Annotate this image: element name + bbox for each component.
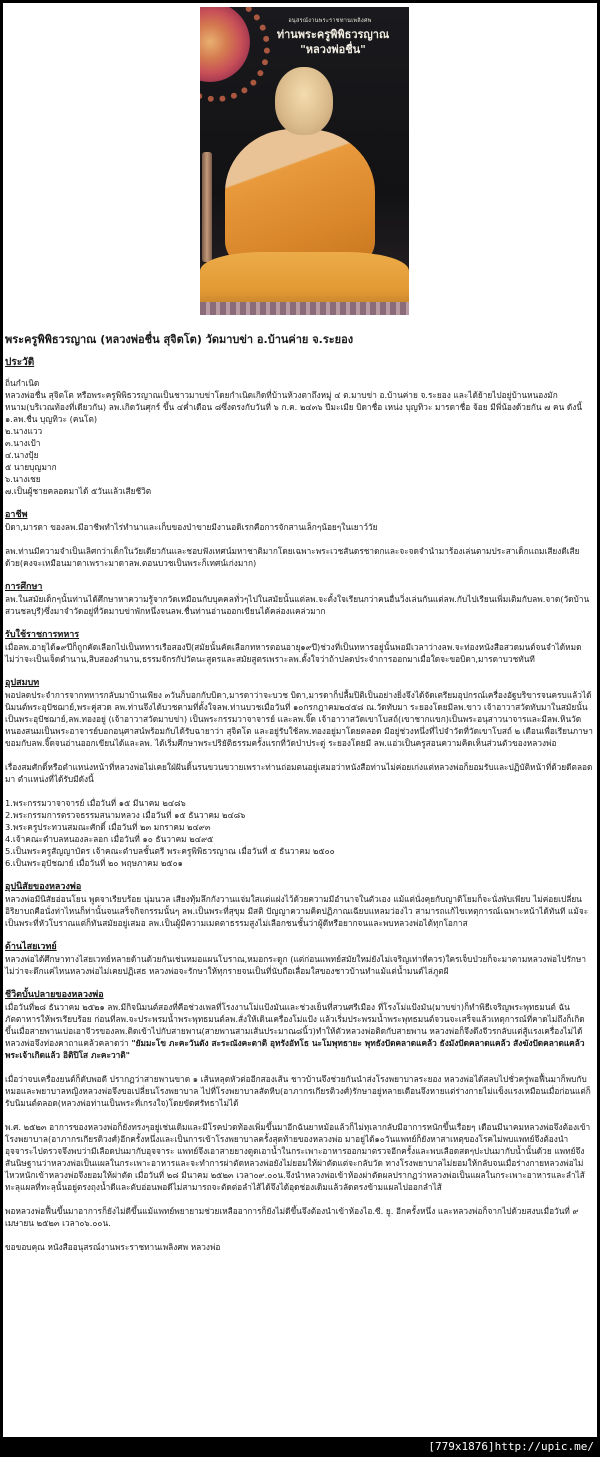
sibling-item: ๕ นายบุญมาก xyxy=(5,462,57,472)
final-years-paragraph: เมื่อว่าจบเครื่องยนต์ก็ดับพอดี ปรากฏว่าสายพานขาด ๑ เส้นหลุดหัวต่ออีกสองเส้น ชาวบ้านจึงช่วยกันนำส่งโรงพยาบาลระยอง หลวงพ่อได้สลบไปชั่วครู่พอฟื้นมาก็พบกับหมอและพยาบาลหญิงหลวงพ่อจึงขอเปลี่ยนโรงพยาบาล ไปที่โรงพยาบาลสัตหีบ(อาภากรเกียรติวงศ์)รักษาอยู่หลายเดือนจึงหายแต่ร่างกายไม่แข็งแรงเหมือนเมื่อก่อนแต่ก็รับนิมนต์ตลอด(หลวงพ่อท่านเป็นพระที่เกรงใจ)โดยขัดศรัทธาไม่ได้ xyxy=(5,1074,591,1108)
position-item: 2.พระกรรมการตรวจธรรมสนามหลวง เมื่อวันที่ ๑๕ ธันวาคม ๒๔๘๖ xyxy=(5,810,246,820)
sibling-item: ๗.เป็นผู้ชายคลอดมาได้ ๕วันแล้วเสียชีวิต xyxy=(5,486,152,496)
monk-portrait-photo xyxy=(200,7,409,315)
military-paragraph: เมื่อลพ.อายุได้๑๙ปีก็ถูกคัดเลือกไปเป็นทหารเรือสองปี(สมัยนั้นคัดเลือกทหารตอนอายุ๑๙ปี)ช่วงที่เป็นทหารอยู่นั้นพอมีเวลาว่างลพ.จะท่องหนังสือสวดมนต์จนจำได้หมด ไม่ว่าจะเป็นเจ็ดตำนาน,สิบสองตำนาน,ธรรมจักรกัปวัตนะสูตรและสมัยสูตรเพราะลพ.ตั้งใจว่าถ้าปลดประจำการออกมาเมื่อใดจะขอบิดา,มารดาบวชทันที xyxy=(5,642,582,664)
medicine-paragraph: หลวงพ่อได้ศึกษาทางไสยเวทย์หลายด้านด้วยกันเช่นหมอแผนโบราณ,หมอกระดูก (แต่ก่อนแพทย์สมัยใหม่ยังไม่เจริญเท่าที่ควร)ใครเจ็บป่วยก็จะมาตามหลวงพ่อไปรักษาไม่ว่าจะดึกแค่ไหนหลวงพ่อไม่เคยปฏิเสธ หลวงพ่อจะรักษาให้ทุกรายจนเป็นที่นับถือเลื่อมใสของชาวบ้านทำแม้แต่น้ำมนต์ไล่ภูตผี xyxy=(5,954,587,976)
sibling-item: ๓.นางเป้า xyxy=(5,438,41,448)
final-years-paragraph: พอหลวงพ่อฟื้นขึ้นมาอาการก็ยังไม่ดีขึ้นแม้แพทย์พยายามช่วยเหลืออาการก็ยังไม่ดีขึ้นจึงต้องนำเข้าห้องไอ.ซี. ยู. อีกครั้งหนึ่ง และหลวงพ่อก็จากไปด้วยสงบเมื่อวันที่ ๙ เมษายน ๒๕๒๓ เวลา๐๖.๐๐น. xyxy=(5,1206,579,1228)
position-item: 1.พระกรรมวาจาจารย์ เมื่อวันที่ ๑๕ มีนาคม ๒๔๘๖ xyxy=(5,798,186,808)
monk-robe xyxy=(225,129,375,269)
section-heading-medicine: ด้านไสยเวทย์ xyxy=(5,942,57,952)
occupation-paragraph: ลพ.ท่านมีความจำเป็นเลิศกว่าเด็กในวัยเดียวกันและชอบฟังเทศน์มหาชาติมากโดยเฉพาะพระเวชสันดรชาดกและจะจดจำนำมาร้องเล่นตามประสาเด็กแถมเสียงดีเสียด้วย(คงจะเหมือนมาดาเพราะมาดาลพ.ตอนบวชเป็นพระก็เทศน์เก่งมาก) xyxy=(5,546,580,568)
sibling-item: ๖.นางเชย xyxy=(5,474,41,484)
sitting-mat xyxy=(200,302,409,315)
position-item: 6.เป็นพระอุปัชฌาย์ เมื่อวันที่ ๒๐ พฤษภาคม ๒๕๐๑ xyxy=(5,858,183,868)
sibling-item: ๑.ลพ.ชื่น บุญทิวะ (คนโต) xyxy=(5,414,98,424)
section-heading-final-years: ชีวิตบั้นปลายของหลวงพ่อ xyxy=(5,990,104,1000)
final-years-text: เมื่อวันที่๒๘ ธันวาคม ๒๕๒๑ ลพ.มีกิจนิมนต์สองที่คือช่วงเพลที่โรงงานโม่แป้งมันและช่วงเย็นที่สวนศรีเมือง ที่โรงโม่แป้งมัน(มาบข่า)ก็ทำพิธีเจริญพระพุทธมนต์ ฉันภัตตาหารให้พรเรียบร้อย ก่อนที่ลพ.จะประพรมน้ำพระพุทธมนต์ลพ.สั่งให้เดินเครื่องโม่แป้ง แล้วเริ่มประพรมน้ำพระพุทธมนต์จวนจะเสร็จแล้วเหตุการณ์ที่คาดไม่ถึงก็เกิดขึ้นเมื่อสายพานเบ่อเอาจีวรของลพ.ติดเข้าไปกับสายพาน(สายพานสามเส้นประมาณ๘นิ้ว)ทำให้ตัวหลวงพ่อติดกับสายพาน หลวงพ่อก็จึงดึงจีวรกลับแต่สู้แรงเครื่องไม่ได้หลวงพ่อจึงท่องคาถาแคล้วคลาดว่า xyxy=(5,1002,585,1048)
ordination-paragraph: พอปลดประจำการจากทหารกลับมาบ้านเพียง ๓วันก็บอกกับบิดา,มารดาว่าจะบวช บิดา,มารดาก็ปลื้มปิติเป็นอย่างยิ่งจึงได้จัดเตรียมอุปกรณ์เครื่องอัฐบริขารจนครบแล้วได้นิมนต์พระอุปัชฌาย์,พระคู่สวด ลพ.ท่านจึงได้บวชตามที่ตั้งใจลพ.ท่านบวชเมื่อวันที่ ๑๐กรกฎาคม๒๔๕๘ ณ.วัดทับมา ระยองโดยมีลพ.ขาว เจ้าอาวาสวัดทับมาในสมัยนั้นเป็นพระอุปัชฌาย์,ลพ.ทองอยู่ (เจ้าอาวาสวัดมาบข่า) เป็นพระกรรมวาจาจารย์ และลพ.จิ๊ด เจ้าอาวาสวัดเขาโบสถ์(เขาชากแขก)เป็นพระอนุสาวนาจารและมีลพ.หินวัดหนองสนมเป็นพระอาจารย์บอกอนุศาสน์พร้อมกับได้รับฉายาว่า สุจิตโต และอยู่รับใช้ลพ.ทองอยู่มาโดยตลอด มีอยู่ช่วงหนึ่งที่ไปจำวัดที่วัดเขาโบสถ์ ๒ เดือนเพื่อเรียนภาษาขอมกับลพ.จิ๊ดจนอ่านออกเขียนได้และลพ. ได้เริ่มศึกษาพระปริยัติธรรมครั้งแรกที่วัดป่าประดู่ ระยองโดยมี ลพ.แอ่วเป็นครูสอนความคิดเห็นส่วนตัวของหลวงพ่อ xyxy=(5,690,593,748)
section-heading-biography: ประวัติ xyxy=(5,357,35,368)
section-heading-character: อุปนิสัยของหลวงพ่อ xyxy=(5,882,82,892)
acknowledgement: ขอขอบคุณ หนังสืออนุสรณ์งานพระราชทานเพลิงศพ หลวงพ่อ xyxy=(5,1242,221,1252)
final-years-paragraph xyxy=(5,1001,593,1061)
position-item: 4.เจ้าคณะตำบลหนองละลอก เมื่อวันที่ ๑๐ ธันวาคม ๒๔๙๕ xyxy=(5,834,214,844)
sibling-item: ๔.นางปุ้ย xyxy=(5,450,39,460)
position-item: 3.พระครูประทวนสมณะศักดิ์ เมื่อวันที่ ๒๓ มกราคม ๒๔๙๓ xyxy=(5,822,211,832)
ordination-paragraph: เรื่องสมศักดิ์หรือตำแหน่งหน้าที่หลวงพ่อไม่เคยใฝ่ฝันดิ้นรนขวนขวายเพราะท่านถ่อมตนอยู่เสมอว่าหนังสือท่านไม่ค่อยเก่งแต่หลวงพ่อก็ยอมรับและปฏิบัติหน้าที่ด้วยดีตลอดมา ตำแหน่งที่ได้รับมีดังนี้ xyxy=(5,762,593,784)
position-item: 5.เป็นพระครูสัญญาบัตร เจ้าคณะตำบลชั้นตรี พระครูพิพิธวรญาณ เมื่อวันที่ ๕ ธันวาคม ๒๕๐๐ xyxy=(5,846,335,856)
sibling-item: ๒.นางแวว xyxy=(5,426,43,436)
section-heading-occupation: อาชีพ xyxy=(5,510,28,520)
biography-content xyxy=(5,333,593,1253)
biography-intro: หลวงพ่อชื่น สุจิตโต หรือพระครูพิพิธวรญาณเป็นชาวมาบข่าโดยกำเนิดเกิดที่บ้านห้วงตาถึงหมู่ ๔ ต.มาบข่า อ.บ้านค่าย จ.ระยอง และได้ย้ายไปอยู่บ้านหนองมักหนาม(บริเวณท้องที่เดียวกัน) ลพ.เกิดวันศุกร์ ขึ้น ๔ค่ำเดือน ๘ซึ่งตรงกับวันที่ ๖ ก.ค. ๒๔๓๖ ปีมะเมีย บิดาชื่อ เหน่ง บุญทิวะ มารดาชื่อ จ้อย มีพี่น้องด้วยกัน ๗ คน ดังนี้ xyxy=(5,390,583,412)
photo-caption-name: "หลวงพ่อชื่น" xyxy=(300,43,366,56)
photo-caption-small: อนุสรณ์งานพระราชทานเพลิงศพ xyxy=(288,18,372,24)
occupation-paragraph: บิดา,มารดา ของลพ.มีอาชีพทำไร่ทำนาและเก็บของป่าขายมีงานอดิเรกคือการจักสานเล็กๆน้อยๆในเยาว์วัย xyxy=(5,522,378,532)
image-host-watermark: [779x1876]http://upic.me/ xyxy=(428,1440,594,1453)
document-title: พระครูพิพิธวรญาณ (หลวงพ่อชื่น สุจิตโต) วัดมาบข่า อ.บ้านค่าย จ.ระยอง xyxy=(5,333,354,346)
document-page xyxy=(3,3,597,1437)
education-paragraph: ลพ.ในสมัยเด็กๆนั้นท่านได้ศึกษาหาความรู้จากวัดเหมือนกับบุคคลทั่วๆไปในสมัยนั้นแต่ลพ.จะตั้งใจเรียนกว่าคนอื่นวิ่งเล่นกันแต่ลพ.กับไปเรียนเพิ่มเติมกับลพ.จาด(วัดบ้านสวนชลบุรี)ซึ่งมาจำวัดอยู่ที่วัดมาบข่าพักหนึ่งจนลพ.ชื่นท่านอ่านออกเขียนได้คล่องแคล่วมาก xyxy=(5,594,590,616)
photo-caption-title: ท่านพระครูพิพิธวรญาณ xyxy=(276,28,390,41)
protection-chant-quote: "ยัมมะโข ภะคะวันตัง สะระณังคะตาติ อุทรังอัทโธ นะโมพุทธายะ พุทธังปัดคลาดแคล้ว ธังมังปัดคลาดแคล้ว สังฆังปัดคลาดแคล้วพระเจ้าเกิดแล้ว อิติปิโส ภะคะวาติ" xyxy=(5,1038,585,1060)
subheading-birthplace: ถิ่นกำเนิด xyxy=(5,378,40,388)
section-heading-education: การศึกษา xyxy=(5,582,43,592)
section-heading-military: รับใช้ราชการทหาร xyxy=(5,630,80,640)
final-years-paragraph: พ.ศ. ๒๕๒๓ อาการของหลวงพ่อก็ยังทรงๆอยู่เช่นเดิมและมีโรคปวดท้องเพิ่มขึ้นมาอีกฉันยาหม้อแล้วก็ไม่ทุเลากลับมีอาการหนักขึ้นเรื่อยๆ เดือนมีนาคมหลวงพ่อจึงต้องเข้าโรงพยาบาล(อาภากรเกียรติวงศ์)อีกครั้งหนึ่งและเป็นการเข้าโรงพยาบาลครั้งสุดท้ายของหลวงพ่อ มาอยู่ได้๑๐วันแพทย์ก็ยังหาสาเหตุของโรคไม่พบแพทย์จึงต้องนำอุจจาระไปตรวจจึงพบว่ามีเลือดปนมากับอุจจาระ แพทย์จึงเอาสายยางดูดเอาน้ำในกระเพาะอาหารออกมาตรวจอีกครั้งและพบเลือดสดๆปะปนมากับน้ำนั้นด้วย แพทย์จึงสันนิษฐานว่าหลวงพ่อเป็นแผลในกระเพาะอาหารและจะทำการผ่าตัดหลวงพ่อยังไม่ยอมให้ผ่าตัดแต่จะกลับวัด ทางโรงพยาบาลไม่ยอมให้กลับจนเมื่อร่างกายหลวงพ่อไม่ไหวหนักเข้าหลวงพ่อจึงยอมให้ผ่าตัด เมื่อวันที่ ๒๘ มีนาคม ๒๕๒๓ เวลา๐๙.๐๐น.จึงนำหลวงพ่อเข้าห้องผ่าตัดผลปรากฏว่าหลวงพ่อเป็นแผลในกระเพาะอาหารและลำไส้ทะลุแผลที่ทะลุนั้นอยู่ตรงถุงน้ำดีและตับอ่อนพอดีไม่สามารถจะตัดต่อลำไส้ได้จึงได้อุดช่องเดิมแล้วลัดตรงข้ามแผลไปออกลำไส้ xyxy=(5,1122,591,1192)
carved-pillar xyxy=(202,152,212,262)
character-paragraph: หลวงพ่อมีนิสัยอ่อนโยน พูดจาเรียบร้อย นุ่มนวล เสียงทุ้มลึกกังวานแจ่มใสแต่แฝงไว้ด้วยความมีอำนาจในตัวเอง แม้แต่นั่งคุยกับญาติโยมก็จะนั่งพับเพียบ ไม่ค่อยเปลี่ยนอิริยาบถคือนั่งท่าไหนก็ท่านั้นจนเสร็จกิจกรรมนั้นๆ ลพ.เป็นพระที่สุขุม มีสติ ปัญญาความคิดปฏิภาณเฉียบแหลมว่องไว สามารถแก้ไขเหตุการณ์เฉพาะหน้าได้ทันที แม้จะเป็นพระที่หัวโบราณแต่ก็ทันสมัยอยู่เสมอ ลพ.เป็นผู้มีความเมตตาธรรมสูงไม่เลือกชนชั้นว่าผู้ดีหรือยากจนและพบหลวงพ่อได้ทุกโอกาส xyxy=(5,894,589,928)
monk-head xyxy=(275,67,333,135)
section-heading-ordination: อุปสมบท xyxy=(5,678,40,688)
